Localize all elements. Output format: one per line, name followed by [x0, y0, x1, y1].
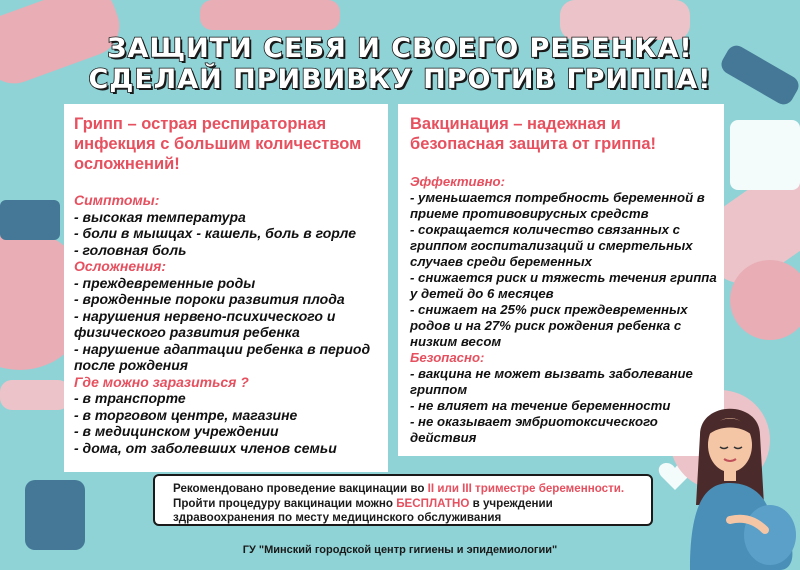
safe-title: Безопасно:	[410, 350, 485, 365]
list-item: - снижает на 25% риск преждевременных родов и на 27% риск рождения ребенка с низким весом	[410, 302, 688, 349]
list-item: - сокращается количество связанных с гриппом госпитализаций и смертельных случаев среди беременных	[410, 222, 693, 269]
list-item: - врожденные пороки развития плода	[74, 291, 345, 307]
left-heading: Грипп – острая респираторная инфекция с большим количеством осложнений!	[74, 115, 362, 173]
notice-trimester: II или III триместре беременности.	[427, 482, 625, 495]
list-item: - дома, от заболевших членов семьи	[74, 439, 337, 456]
notice-text	[173, 482, 651, 526]
effective-title: Эффективно:	[410, 174, 505, 189]
pregnant-woman-illustration	[660, 395, 800, 570]
list-item: - в торговом центре, магазине	[74, 406, 298, 423]
symptoms-title: Симптомы:	[74, 192, 160, 208]
notice-box	[153, 474, 653, 526]
headline-line-2: СДЕЛАЙ ПРИВИВКУ ПРОТИВ ГРИППА!	[88, 64, 712, 95]
complications-title: Осложнения:	[74, 258, 167, 274]
list-item: - снижается риск и тяжесть течения гриппа у детей до 6 месяцев	[410, 270, 717, 301]
list-item: - уменьшается потребность беременной в приеме противовирусных средств	[410, 190, 705, 221]
list-item: - боли в мышцах - кашель, боль в горле	[74, 225, 356, 241]
list-item: - головная боль	[74, 241, 187, 258]
list-item: - в медицинском учреждении	[74, 423, 279, 439]
where-title: Где можно заразиться ?	[74, 373, 249, 390]
notice-part: в учреждении здравоохранения по месту медицинского обслуживания	[173, 496, 553, 525]
list-item: - нарушения нервено-психического и физического развития ребенка	[74, 307, 336, 340]
notice-part: Рекомендовано проведение вакцинации во	[173, 482, 428, 495]
list-item: - не влияет на течение беременности	[410, 398, 671, 413]
thermometer-icon	[25, 480, 85, 550]
list-item: - не оказывает эмбриотоксического действия	[410, 414, 658, 445]
list-item: - преждевременные роды	[74, 274, 256, 291]
notice-part: Пройти процедуру вакцинации можно	[173, 496, 397, 510]
list-item: - в транспорте	[74, 390, 186, 406]
right-heading: Вакцинация – надежная и безопасная защита от гриппа!	[410, 115, 657, 153]
headline-line-1: ЗАЩИТИ СЕБЯ И СВОЕГО РЕБЕНКА!	[107, 33, 693, 64]
list-item: - вакцина не может вызвать заболевание гриппом	[410, 366, 693, 397]
footer-organization: ГУ "Минский городской центр гигиены и эпидемиологии"	[242, 544, 558, 556]
list-item: - высокая температура	[74, 208, 246, 225]
list-item: - нарушение адаптации ребенка в период после рождения	[74, 340, 371, 373]
cross-icon	[730, 120, 800, 190]
notice-free: БЕСПЛАТНО	[396, 496, 470, 510]
left-body	[74, 192, 386, 456]
left-panel	[64, 104, 388, 472]
